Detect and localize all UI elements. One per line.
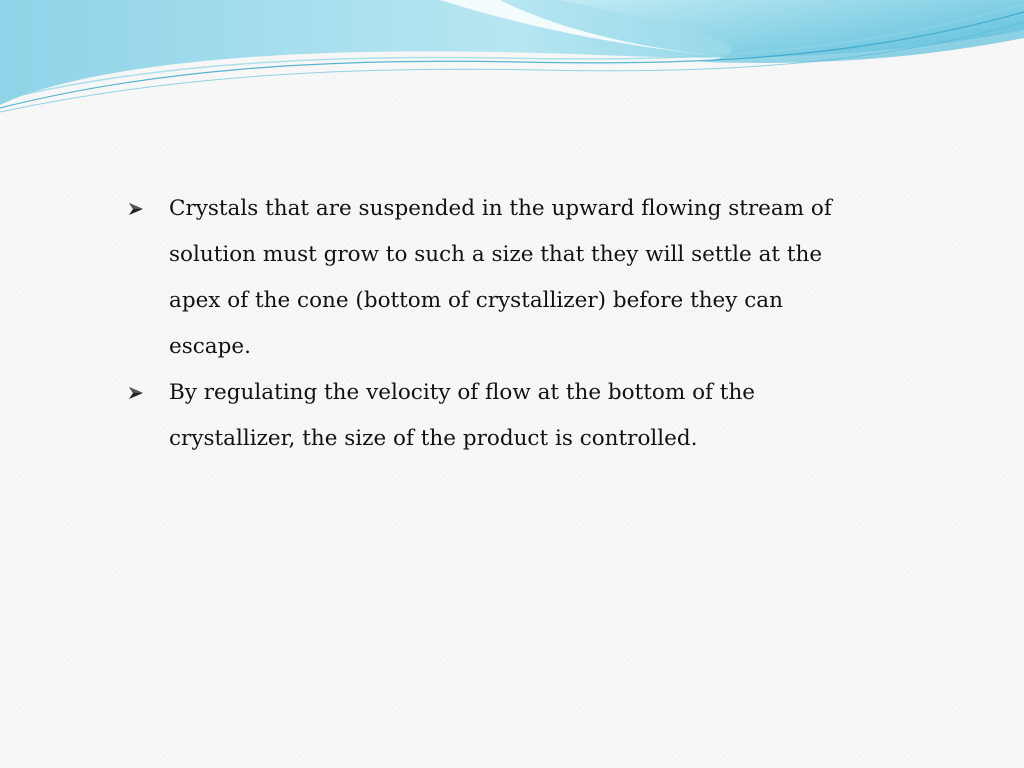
bullet-list — [128, 186, 868, 462]
bullet-text: By regulating the velocity of flow at the bottom of the crystallizer, the size of the product is controlled. — [169, 380, 756, 451]
bullet-item — [128, 370, 868, 462]
arrowhead-bullet-icon — [128, 186, 169, 232]
header-wave-decoration — [0, 0, 1024, 130]
arrowhead-bullet-icon — [128, 370, 169, 416]
bullet-item — [128, 186, 868, 370]
bullet-text: Crystals that are suspended in the upward flowing stream of solution must grow to such a size that they will settle at the apex of the cone (bottom of crystallizer) before they can escape. — [169, 196, 832, 359]
